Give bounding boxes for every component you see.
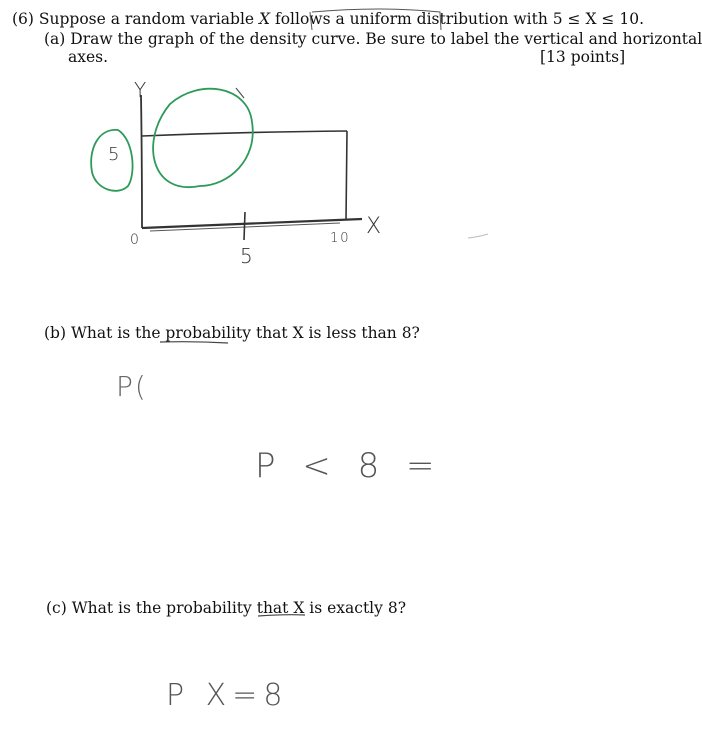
part-a-label: (a) (44, 30, 66, 48)
graph-tick-10-label: 10 (330, 231, 351, 246)
graph-y-axis-line (141, 95, 142, 228)
underline-uniform (310, 9, 441, 30)
part-a-text-line1: Draw the graph of the density curve. Be sure to label the vertical and horizontal (70, 30, 702, 48)
graph-density-right (346, 131, 347, 220)
graph-y-value: 5 (108, 144, 122, 165)
part-b-label: (b) (44, 324, 67, 342)
graph-tick-5-label: 5 (240, 244, 255, 268)
part-a-points: [13 points] (540, 48, 626, 66)
stray-mark (468, 234, 488, 238)
question-text-2: follows a uniform distribution with 5 ≤ X ≤ 10. (270, 10, 644, 28)
underline-probability (160, 342, 228, 343)
green-circle-large (153, 89, 253, 187)
part-b-answer: P < 8 = (255, 446, 443, 486)
part-a-text-line2: axes. (68, 48, 109, 66)
part-c-text: What is the probability that X is exactly 8? (71, 599, 406, 617)
part-b-scratch: P( (116, 370, 148, 403)
question-text-1: Suppose a random variable (38, 10, 260, 28)
question-var: X (259, 10, 271, 28)
part-b-text: What is the probability that X is less than 8? (70, 324, 420, 342)
graph-y-label: Y (134, 78, 149, 102)
underline-x-is (258, 615, 305, 616)
graph-tick-5 (244, 212, 245, 240)
graph-density-top (142, 131, 347, 136)
graph-x-label: X (366, 214, 384, 239)
part-c-label: (c) (46, 599, 67, 617)
part-c-answer: P X=8 (166, 678, 289, 713)
graph-origin-label: 0 (130, 232, 141, 248)
question-number: (6) (12, 10, 34, 28)
